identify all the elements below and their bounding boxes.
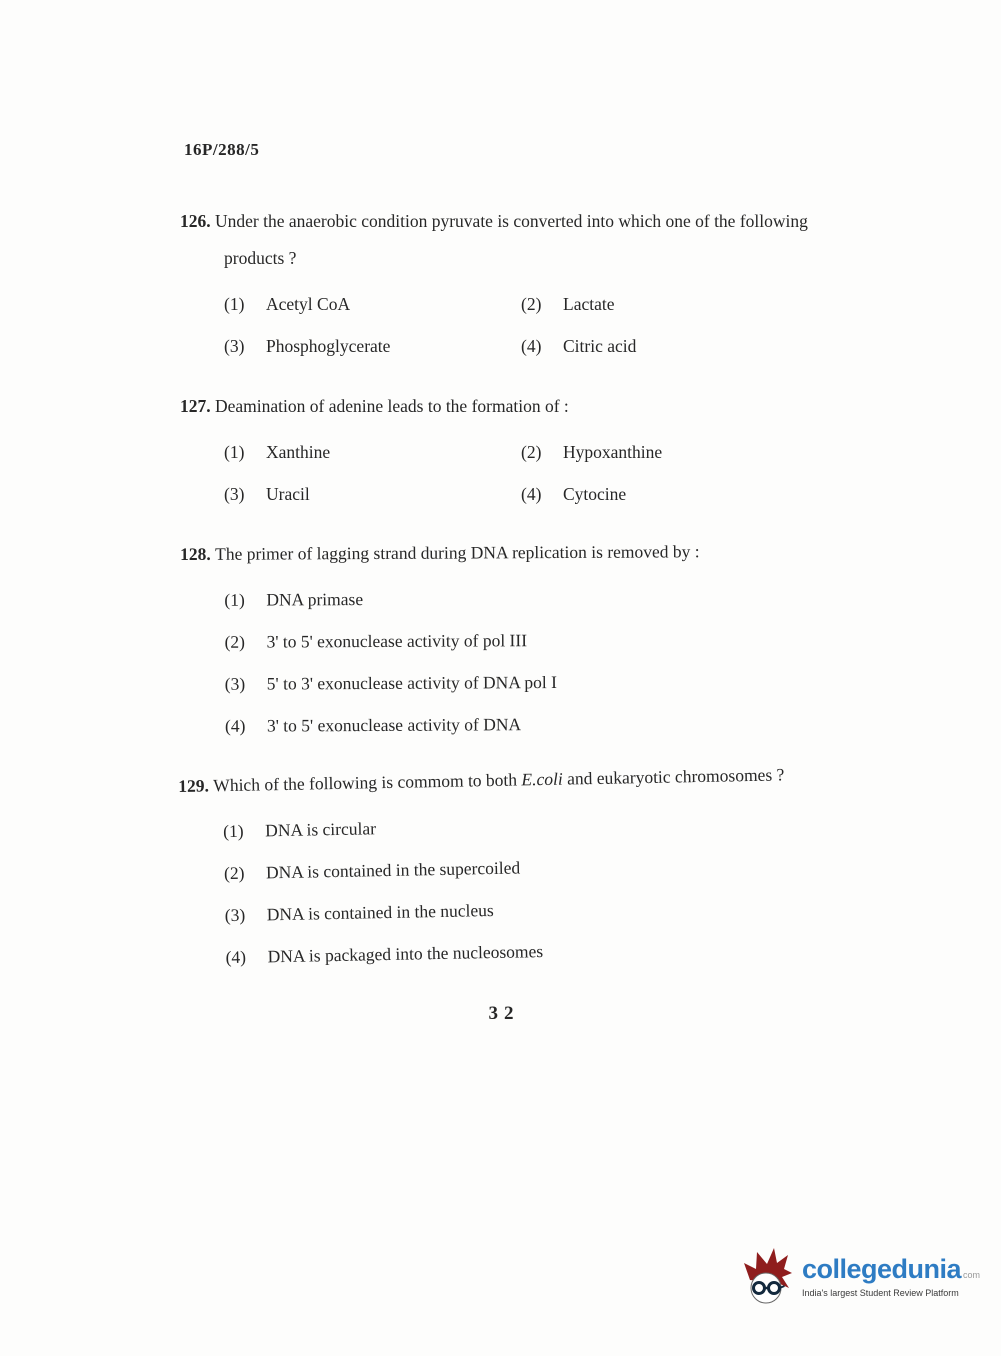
option-label: (4) [225,946,247,968]
option-label: (2) [521,294,542,314]
option-text: Acetyl CoA [266,294,351,314]
option-2 [521,431,828,473]
option-3 [225,660,829,705]
option-label: (2) [223,862,245,884]
option-2 [521,283,828,325]
question-127 [180,388,828,515]
option-label: (2) [224,631,246,652]
question-number: 129. [178,775,214,797]
option-2 [224,618,828,663]
question-number: 127. [180,396,215,416]
option-label: (4) [224,715,246,736]
paper-code: 16P/288/5 [184,140,260,159]
option-text: DNA is contained in the supercoiled [265,857,521,883]
option-label: (3) [224,904,246,926]
option-label: (4) [521,336,542,356]
question-129 [178,756,830,979]
option-text: Citric acid [563,336,637,356]
option-1 [224,431,521,473]
option-3 [224,325,521,367]
options-list [223,799,830,979]
option-text: Xanthine [266,442,331,462]
option-label: (3) [224,484,245,504]
option-label: (1) [224,442,245,462]
option-4 [225,702,829,747]
question-text: Under the anaerobic condition pyruvate is converted into which one of the following products ? [215,211,808,268]
option-text: 3' to 5' exonuclease activity of DNA [266,714,522,736]
page-number: 32 [488,1003,520,1024]
question-text: Which of the following is commom to both E.coli and eukaryotic chromosomes ? [213,764,785,796]
option-text: Phosphoglycerate [266,336,391,356]
question-126 [180,203,828,367]
options-list [224,576,829,747]
collegedunia-mascot-icon [744,1248,792,1306]
option-4 [521,325,828,367]
option-4 [521,473,828,515]
option-label: (1) [224,589,245,610]
brand-suffix: com [963,1270,981,1280]
option-text: 5' to 3' exonuclease activity of DNA pol I [266,672,557,694]
option-text: DNA is contained in the nucleus [266,899,494,925]
option-label: (3) [224,673,246,694]
option-label: (3) [224,336,245,356]
brand-name: collegedunia [802,1254,962,1284]
option-text: DNA primase [266,589,364,610]
option-label: (1) [224,294,245,314]
options-list [224,431,828,515]
question-text-line [180,533,812,573]
option-label: (2) [521,442,542,462]
option-3 [224,473,521,515]
question-text: Deamination of adenine leads to the formation of : [215,396,569,416]
logo-text [802,1248,980,1298]
option-label: (4) [521,484,542,504]
question-128 [180,533,829,747]
question-text: The primer of lagging strand during DNA replication is removed by : [215,541,700,564]
option-text: Uracil [266,484,310,504]
question-number: 126. [180,211,215,231]
option-text: Cytocine [563,484,627,504]
question-text-line [178,756,811,805]
question-text-line [180,203,812,277]
questions-container [180,203,828,979]
collegedunia-logo [744,1248,980,1306]
option-text: DNA is circular [264,818,377,841]
brand-tagline: India's largest Student Review Platform [802,1288,959,1298]
page-content [180,203,828,1025]
option-label: (1) [223,820,244,842]
question-text-line [180,388,812,425]
question-number: 128. [180,543,216,564]
option-text: DNA is packaged into the nucleosomes [267,941,544,967]
option-text: Lactate [563,294,615,314]
options-list [224,283,828,367]
option-text: 3' to 5' exonuclease activity of pol III [266,630,528,652]
option-1 [224,576,828,621]
option-1 [224,283,521,325]
option-text: Hypoxanthine [563,442,663,462]
